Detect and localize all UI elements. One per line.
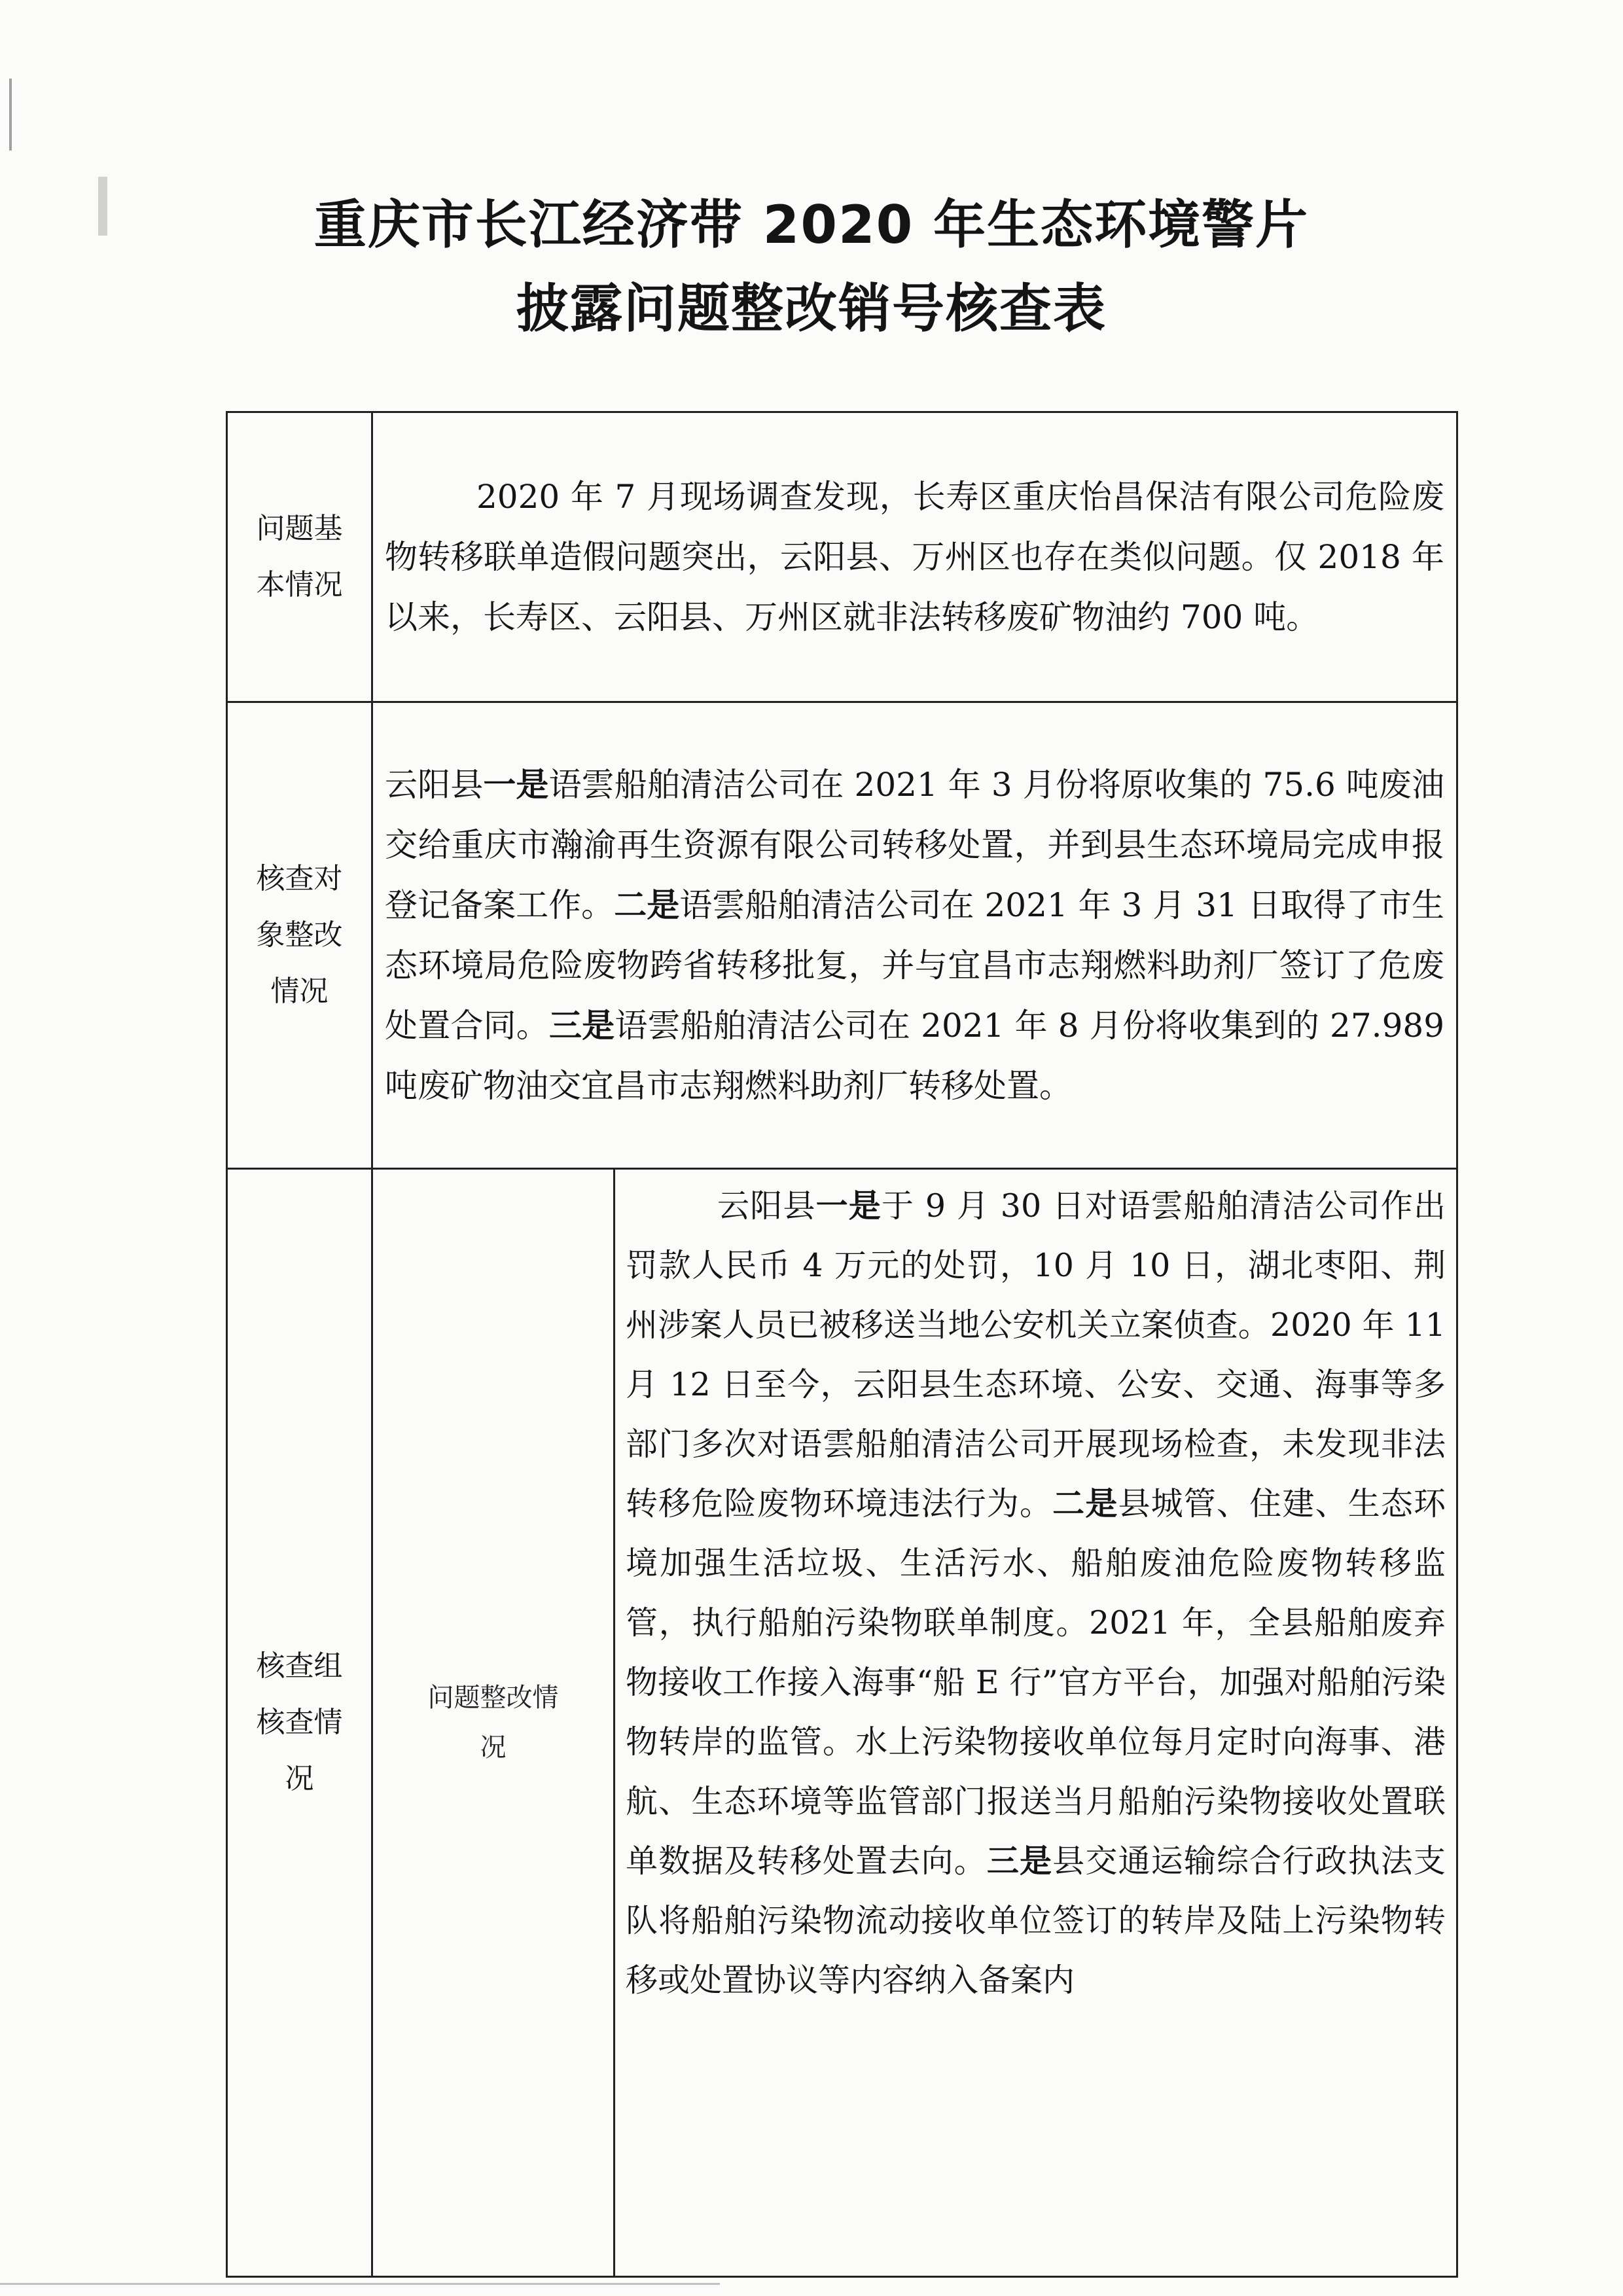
row-content-team-verification: [615, 1169, 1457, 2277]
row-label-basic-info: 问题基本情况: [227, 412, 372, 702]
keyword-second: 二是: [614, 886, 680, 924]
scan-edge-mark: [9, 79, 12, 151]
table-row: [227, 1169, 1457, 2277]
document-title: [0, 183, 1623, 351]
title-line-1: 重庆市长江经济带 2020 年生态环境警片: [313, 194, 1310, 255]
row-content-basic-info: [372, 412, 1457, 702]
keyword-second: 二是: [1052, 1485, 1118, 1522]
title-line-2: 披露问题整改销号核查表: [516, 278, 1107, 339]
verification-table: [226, 411, 1458, 2278]
keyword-first: 一是: [483, 766, 549, 804]
keyword-third: 三是: [986, 1842, 1053, 1880]
basic-info-text: 2020 年 7 月现场调查发现，长寿区重庆怡昌保洁有限公司危险废物转移联单造假问题突出，云阳县、万州区也存在类似问题。仅 2018 年以来，长寿区、云阳县、万州区就非法转移废矿物油约 700 吨。: [385, 478, 1444, 636]
team-verification-text: 云阳县一是于 9 月 30 日对语雲船舶清洁公司作出罚款人民币 4 万元的处罚，10 月 10 日，湖北枣阳、荆州涉案人员已被移送当地公安机关立案侦查。2020 年 11 月 12 日至今，云阳县生态环境、公安、交通、海事等多部门多次对语雲船舶清洁公司开展现场检查，未发现非法转移危险废物环境违法行为。二是县城管、住建、生态环境加强生活垃圾、生活污水、船舶废油危险废物转移监管，执行船舶污染物联单制度。2021 年，全县船舶废弃物接收工作接入海事“船 E 行”官方平台，加强对船舶污染物转岸的监管。水上污染物接收单位每月定时向海事、港航、生态环境等监管部门报送当月船舶污染物接收处置联单数据及转移处置去向。三是县交通运输综合行政执法支队将船舶污染物流动接收单位签订的转岸及陆上污染物转移或处置协议等内容纳入备案内: [626, 1187, 1446, 1999]
target-rectification-text: 云阳县一是语雲船舶清洁公司在 2021 年 3 月份将原收集的 75.6 吨废油交给重庆市瀚渝再生资源有限公司转移处置，并到县生态环境局完成申报登记备案工作。二是语雲船舶清洁公司在 2021 年 3 月 31 日取得了市生态环境局危险废物跨省转移批复，并与宜昌市志翔燃料助剂厂签订了危废处置合同。三是语雲船舶清洁公司在 2021 年 8 月份将收集到的 27.989 吨废矿物油交宜昌市志翔燃料助剂厂转移处置。: [385, 766, 1445, 1105]
sub-label-rectification-status: 问题整改情况: [372, 1169, 615, 2277]
row-label-target-rectification: 核查对象整改情况: [227, 702, 372, 1169]
table-row: [227, 412, 1457, 702]
table-row: [227, 702, 1457, 1169]
keyword-first: 一是: [815, 1187, 882, 1225]
keyword-third: 三是: [548, 1007, 615, 1045]
scan-bottom-rule: [0, 2283, 720, 2285]
row-content-target-rectification: [372, 702, 1457, 1169]
row-label-team-verification: 核查组核查情况: [227, 1169, 372, 2277]
